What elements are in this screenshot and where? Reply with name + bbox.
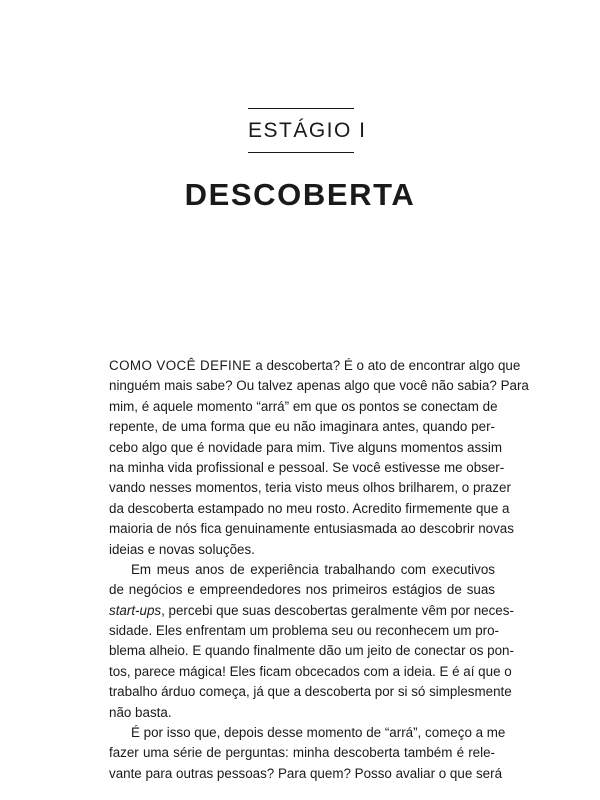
- paragraph-1-line-8: da descoberta estampado no meu rosto. Acredito firmemente que a: [109, 500, 510, 516]
- lead-in: COMO VOCÊ DEFINE: [109, 358, 252, 373]
- paragraph-1-line-2: ninguém mais sabe? Ou talvez apenas algo que você não sabia? Para: [109, 378, 529, 394]
- paragraph-2-line-2: de negócios e empreendedores nos primeiros estágios de suas: [109, 582, 495, 598]
- paragraph-3-line-2: fazer uma série de perguntas: minha descoberta também é rele-: [109, 745, 495, 761]
- paragraph-2-line-7: trabalho árduo começa, já que a descoberta por si só simplesmente: [109, 684, 512, 700]
- paragraph-1-line-10: ideias e novas soluções.: [109, 541, 255, 557]
- paragraph-1-line-5: cebo algo que é novidade para mim. Tive alguns momentos assim: [109, 439, 503, 455]
- paragraph-1-line-7: vando nesses momentos, teria visto meus olhos brilharem, o prazer: [109, 480, 511, 496]
- text-span: a descoberta? É o ato de encontrar algo que: [251, 358, 521, 373]
- italic-term: start-ups: [109, 602, 162, 618]
- chapter-title: DESCOBERTA: [184, 177, 416, 212]
- paragraph-2-line-6: tos, parece mágica! Eles ficam obcecados com a ideia. E é aí que o: [109, 663, 512, 679]
- body-text: [109, 356, 529, 784]
- paragraph-2-line-5: blema alheio. E quando finalmente dão um jeito de conectar os pon-: [109, 643, 514, 659]
- paragraph-2-line-8: não basta.: [109, 704, 172, 720]
- paragraph-3-line-3: vante para outras pessoas? Para quem? Posso avaliar o que será: [109, 765, 503, 781]
- paragraph-1-line-3: mim, é aquele momento “arrá” em que os pontos se conectam de: [109, 398, 498, 414]
- paragraph-1-line-9: maioria de nós fica genuinamente entusiasmada ao descobrir novas: [109, 521, 514, 537]
- paragraph-2-line-1: Em meus anos de experiência trabalhando com executivos: [131, 561, 495, 577]
- paragraph-3-line-1: É por isso que, depois desse momento de “arrá”, começo a me: [131, 725, 506, 741]
- paragraph-1-line-6: na minha vida profissional e pessoal. Se você estivesse me obser-: [109, 459, 505, 475]
- paragraph-1-line-1: [109, 356, 521, 376]
- stage-header: [248, 108, 367, 153]
- bottom-rule: [248, 152, 354, 153]
- stage-label: ESTÁGIO I: [248, 119, 367, 142]
- paragraph-1-line-4: repente, de uma forma que eu não imaginara antes, quando per-: [109, 419, 495, 435]
- paragraph-2-line-3: [109, 601, 514, 621]
- text-span: , percebi que suas descobertas geralmente vêm por neces-: [161, 602, 514, 618]
- paragraph-2-line-4: sidade. Eles enfrentam um problema seu ou reconhecem um pro-: [109, 623, 500, 639]
